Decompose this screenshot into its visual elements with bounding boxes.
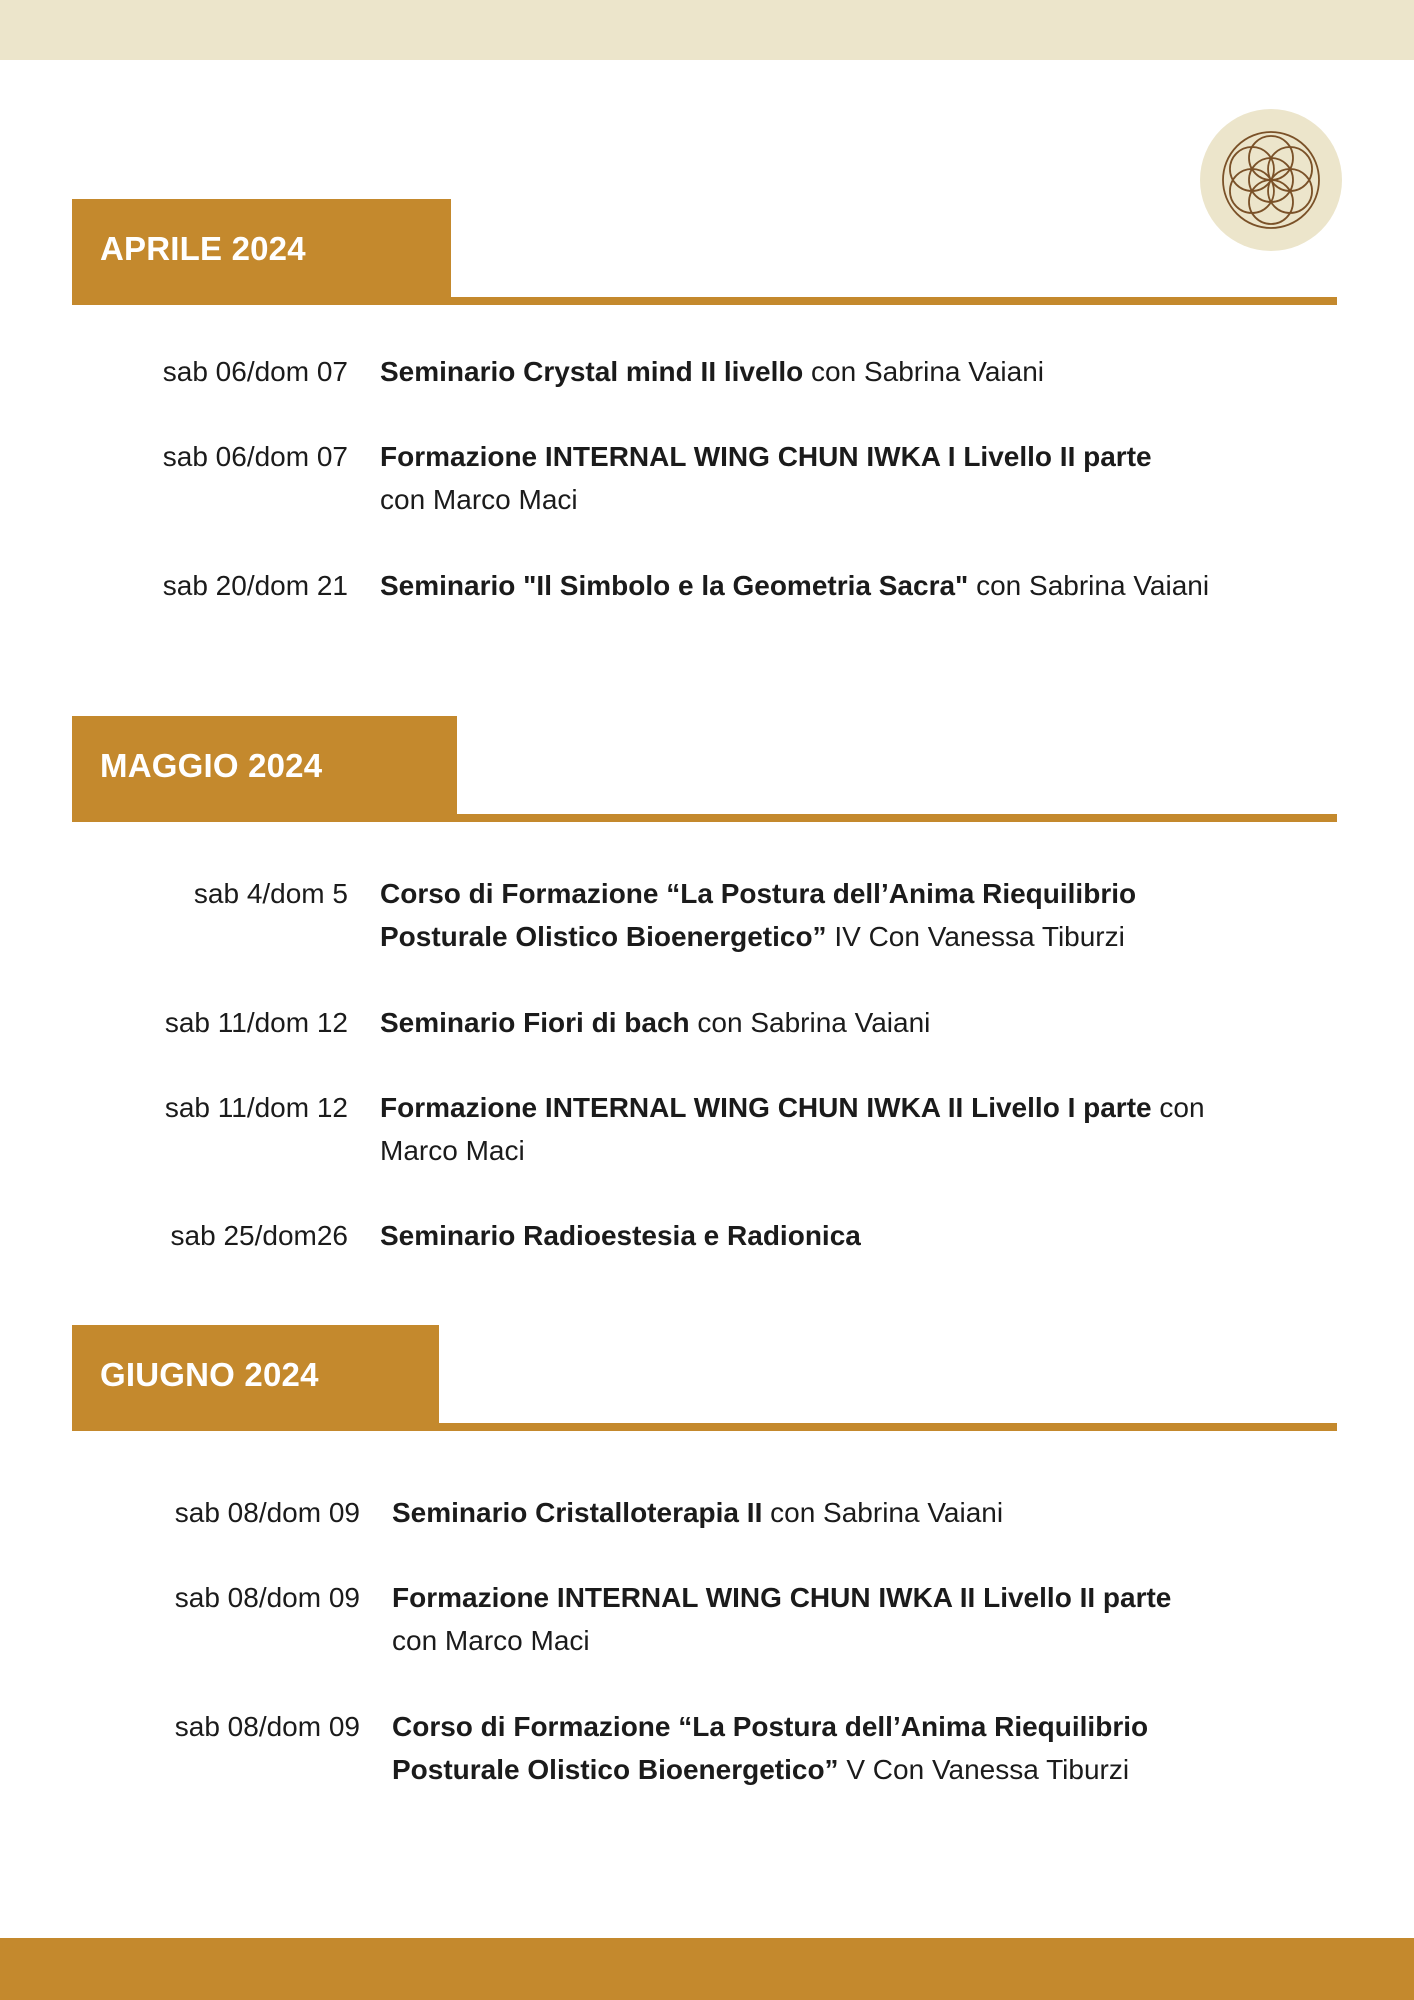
event-title: Formazione INTERNAL WING CHUN IWKA I Livello II parte bbox=[380, 441, 1152, 472]
event-details: con Marco Maci bbox=[392, 1625, 590, 1656]
top-band bbox=[0, 0, 1414, 60]
event-details: con Marco Maci bbox=[380, 484, 578, 515]
section-header-may bbox=[72, 716, 1337, 822]
event-date: sab 25/dom26 bbox=[170, 1220, 348, 1251]
event-text bbox=[380, 872, 1240, 958]
event-date: sab 11/dom 12 bbox=[164, 1007, 348, 1038]
section-header-april bbox=[72, 199, 1337, 305]
event-details: con Sabrina Vaiani bbox=[968, 570, 1210, 601]
event-date: sab 06/dom 07 bbox=[162, 356, 348, 387]
event-details: con Sabrina Vaiani bbox=[803, 356, 1044, 387]
event-title: Formazione INTERNAL WING CHUN IWKA II Livello I parte bbox=[380, 1092, 1152, 1123]
event-text bbox=[380, 1001, 1280, 1044]
event-title: Seminario Cristalloterapia II bbox=[392, 1497, 763, 1528]
event-text bbox=[380, 435, 1280, 521]
event-text bbox=[392, 1491, 1292, 1534]
event-text bbox=[380, 350, 1280, 393]
event-date: sab 08/dom 09 bbox=[174, 1497, 360, 1528]
event-date: sab 08/dom 09 bbox=[174, 1582, 360, 1613]
event-details: V Con Vanessa Tiburzi bbox=[838, 1754, 1130, 1785]
section-rule bbox=[72, 297, 1337, 305]
event-details: con Sabrina Vaiani bbox=[689, 1007, 931, 1038]
event-text bbox=[380, 564, 1280, 607]
event-date: sab 11/dom 12 bbox=[164, 1092, 348, 1123]
month-title: APRILE 2024 bbox=[72, 199, 451, 305]
event-date: sab 4/dom 5 bbox=[193, 878, 348, 909]
event-date: sab 20/dom 21 bbox=[162, 570, 348, 601]
event-text bbox=[380, 1086, 1280, 1172]
section-rule bbox=[72, 814, 1337, 822]
bottom-band bbox=[0, 1938, 1414, 2000]
event-details: con Marco Maci bbox=[380, 1092, 1205, 1166]
event-title: Corso di Formazione “La Postura dell’Anima Riequilibrio Posturale Olistico Bioenergetico” bbox=[392, 1711, 1149, 1785]
event-details: IV Con Vanessa Tiburzi bbox=[826, 921, 1125, 952]
event-title: Seminario Radioestesia e Radionica bbox=[380, 1220, 861, 1251]
section-rule bbox=[72, 1423, 1337, 1431]
event-title: Seminario Fiori di bach bbox=[380, 1007, 690, 1038]
event-text bbox=[392, 1576, 1292, 1662]
event-title: Formazione INTERNAL WING CHUN IWKA II Livello II parte bbox=[392, 1582, 1172, 1613]
event-title: Corso di Formazione “La Postura dell’Anima Riequilibrio Posturale Olistico Bioenergetico” bbox=[380, 878, 1137, 952]
month-title: MAGGIO 2024 bbox=[72, 716, 457, 822]
month-title: GIUGNO 2024 bbox=[72, 1325, 439, 1431]
event-title: Seminario "Il Simbolo e la Geometria Sacra" bbox=[380, 570, 969, 601]
event-date: sab 08/dom 09 bbox=[174, 1711, 360, 1742]
event-details: con Sabrina Vaiani bbox=[762, 1497, 1004, 1528]
event-text bbox=[392, 1705, 1252, 1791]
event-text bbox=[380, 1214, 1280, 1257]
section-header-june bbox=[72, 1325, 1337, 1431]
event-date: sab 06/dom 07 bbox=[162, 441, 348, 472]
event-title: Seminario Crystal mind II livello bbox=[380, 356, 804, 387]
